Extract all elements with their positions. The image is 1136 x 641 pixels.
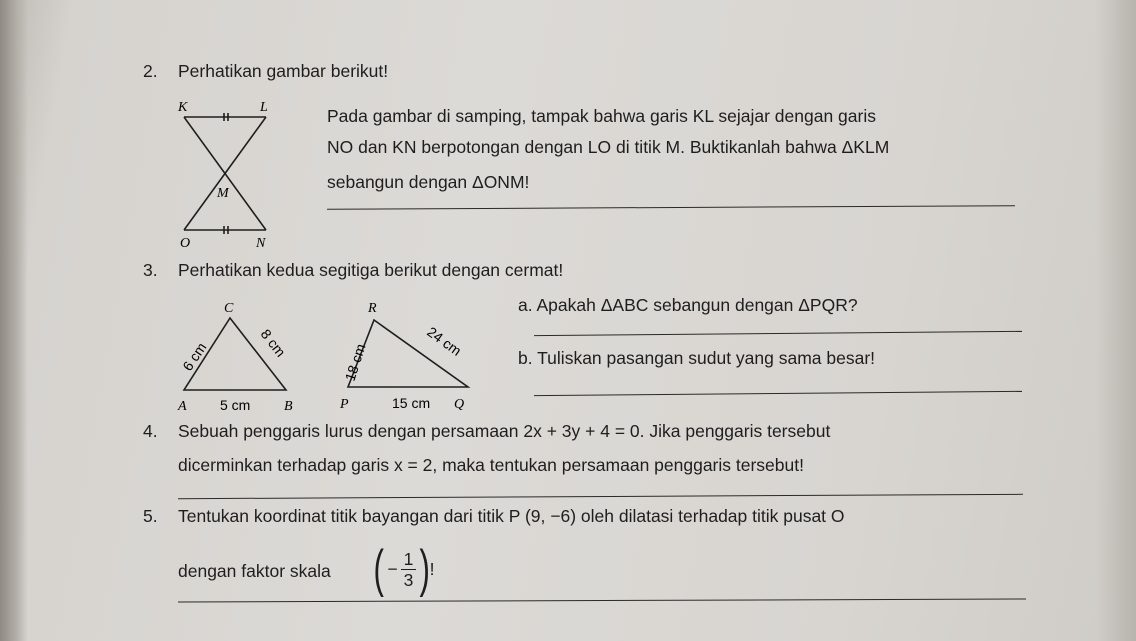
label-m: M (217, 186, 229, 201)
fraction-numerator: 1 (401, 549, 417, 570)
side-bc-label: 8 cm (257, 325, 289, 360)
side-pq-label: 15 cm (392, 395, 431, 411)
q5-line1: Tentukan koordinat titik bayangan dari titik P (9, −6) oleh dilatasi terhadap titik pusat O (178, 506, 845, 526)
side-pr-label: 18 cm (341, 341, 369, 383)
side-ac-label: 6 cm (179, 339, 210, 374)
label-a: A (178, 399, 187, 414)
q5-scale-factor (370, 540, 435, 598)
label-o: O (180, 236, 191, 250)
q3-question-a: a. Apakah ΔABC sebangun dengan ΔPQR? (518, 295, 858, 315)
label-q: Q (454, 397, 465, 412)
q4-line1: Sebuah penggaris lurus dengan persamaan 2x + 3y + 4 = 0. Jika penggaris tersebut (178, 421, 831, 441)
label-r: R (368, 301, 377, 316)
q2-hourglass-figure (170, 95, 280, 250)
label-n: N (256, 236, 266, 250)
q3a-answer-line[interactable] (534, 331, 1022, 336)
fraction-sign: − (387, 558, 398, 579)
q2-paragraph-line1: Pada gambar di samping, tampak bahwa garis KL sejajar dengan garis (327, 106, 876, 126)
right-paren: ) (419, 540, 431, 598)
q2-paragraph-line3: sebangun dengan ΔONM! (327, 172, 530, 192)
triangle-abc-figure (168, 290, 313, 415)
label-c: C (224, 301, 234, 316)
side-ab-label: 5 cm (220, 397, 251, 413)
q5-number: 5. (143, 506, 158, 526)
q5-exclamation: ! (429, 558, 435, 579)
side-qr-label: 24 cm (424, 323, 465, 359)
q5-answer-line[interactable] (178, 599, 1026, 603)
q2-heading: Perhatikan gambar berikut! (178, 61, 389, 81)
q2-paragraph-line2: NO dan KN berpotongan dengan LO di titik M. Buktikanlah bahwa ΔKLM (327, 137, 890, 157)
q3-heading: Perhatikan kedua segitiga berikut dengan cermat! (178, 260, 564, 280)
q4-line2: dicerminkan terhadap garis x = 2, maka tentukan persamaan penggaris tersebut! (178, 455, 804, 475)
q4-number: 4. (143, 421, 158, 441)
q3-question-b: b. Tuliskan pasangan sudut yang sama besar! (518, 348, 876, 368)
left-paren: ( (373, 540, 384, 598)
label-p: P (340, 397, 349, 412)
q3-number: 3. (143, 260, 158, 280)
label-l: L (260, 100, 268, 115)
q2-answer-line[interactable] (327, 205, 1015, 210)
q2-number: 2. (143, 61, 158, 81)
page-right-shadow (1096, 0, 1136, 641)
page-edge-shadow (0, 0, 28, 641)
q3b-answer-line[interactable] (534, 391, 1022, 396)
q4-answer-line[interactable] (178, 494, 1023, 499)
label-k: K (178, 100, 188, 115)
fraction (401, 549, 417, 590)
fraction-denominator: 3 (403, 569, 414, 590)
q5-line2-text: dengan faktor skala (178, 561, 331, 581)
label-b: B (284, 399, 293, 414)
triangle-pqr-figure (328, 292, 508, 417)
